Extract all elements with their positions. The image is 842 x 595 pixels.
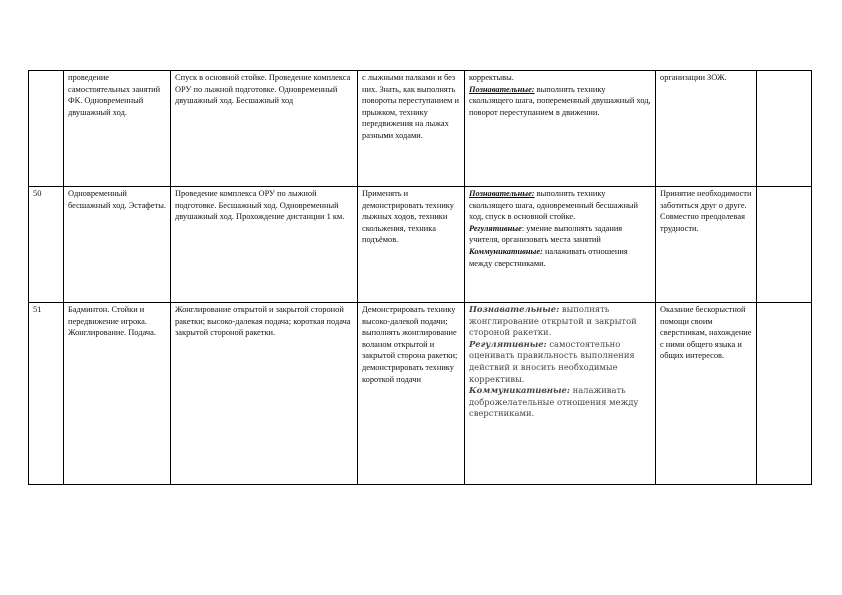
activities-text: с лыжными палками и без них. Знать, как выполнять повороты переступанием и прыжком, технику передвижения на лыжах разными ходами. bbox=[362, 73, 459, 140]
table-row bbox=[29, 71, 812, 187]
lesson-number: 51 bbox=[29, 303, 64, 485]
uud-text: : умение выполнять задания учителя, организовать места занятий bbox=[469, 223, 623, 245]
personal-text: Принятие необходимости заботиться друг о друге. Совместно преодолевая трудности. bbox=[660, 189, 752, 233]
uud-label-cognitive: Познавательные: bbox=[469, 189, 535, 198]
lesson-activities bbox=[358, 71, 465, 187]
lesson-content bbox=[171, 71, 358, 187]
lesson-uud bbox=[465, 303, 656, 485]
lesson-uud bbox=[465, 187, 656, 303]
table-row bbox=[29, 303, 812, 485]
uud-text: выполнять жонглирование открытой и закрытой стороной ракетки. bbox=[469, 304, 637, 338]
uud-label-cognitive: Познавательные: bbox=[469, 84, 535, 94]
uud-text: выполнять технику скользящего шага, одновременный бесшажный ход, спуск в основной стойке. bbox=[469, 189, 639, 222]
lesson-personal-results bbox=[656, 71, 757, 187]
lesson-plan-table bbox=[28, 70, 812, 485]
activities-text: Демонстрировать технику высоко-далекой подачи; выполнять жонглирование воланом открытой и закрытой сторона ракетки; демонстрировать технику короткой подачи bbox=[362, 305, 458, 384]
personal-text: Оказание бескорыстной помощи своим сверстникам, нахождение с ними общего языка и общих интересов. bbox=[660, 305, 752, 361]
lesson-content bbox=[171, 187, 358, 303]
lesson-personal-results bbox=[656, 303, 757, 485]
topic-text: проведение самостоятельных занятий ФК. Одновременный двушажный ход. bbox=[68, 73, 161, 117]
lesson-content bbox=[171, 303, 358, 485]
lesson-extra bbox=[757, 187, 812, 303]
lesson-activities bbox=[358, 187, 465, 303]
content-text: Проведение комплекса ОРУ по лыжной подготовке. Бесшажный ход. Одновременный двушажный ход. Прохождение дистанции 1 км. bbox=[175, 189, 345, 222]
uud-label-regulatory: Регулятивные: bbox=[469, 338, 547, 349]
lesson-extra bbox=[757, 303, 812, 485]
lesson-extra bbox=[757, 71, 812, 187]
lesson-number: 50 bbox=[29, 187, 64, 303]
lesson-number bbox=[29, 71, 64, 187]
personal-text: организации ЗОЖ. bbox=[660, 73, 727, 82]
lesson-personal-results bbox=[656, 187, 757, 303]
activities-text: Применять и демонстрировать технику лыжных ходов, техники скольжения, техника подъёмов. bbox=[362, 189, 454, 245]
lesson-topic bbox=[64, 303, 171, 485]
uud-label-cognitive: Познавательные: bbox=[469, 304, 560, 314]
uud-label-communicative: Коммуникативные: bbox=[469, 246, 543, 256]
uud-text: налаживать доброжелательные отношения между сверстниками. bbox=[469, 385, 639, 419]
lesson-uud bbox=[465, 71, 656, 187]
uud-text: налаживать отношения между сверстниками. bbox=[469, 246, 628, 268]
content-text: Спуск в основной стойке. Проведение комплекса ОРУ по лыжной подготовке. Одновременный двушажный ход. Бесшажный ход bbox=[175, 73, 351, 106]
lesson-topic bbox=[64, 71, 171, 187]
lesson-topic bbox=[64, 187, 171, 303]
table-row bbox=[29, 187, 812, 303]
uud-label-communicative: Коммуникативные: bbox=[469, 385, 570, 396]
uud-label-regulatory: Регулятивные bbox=[469, 223, 522, 233]
topic-text: Одновременный бесшажный ход. Эстафеты. bbox=[68, 189, 166, 210]
uud-text: выполнять технику скользящего шага, попеременный двушажный ход, поворот переступанием в движении. bbox=[469, 84, 651, 117]
uud-text: корректывы. bbox=[469, 73, 514, 82]
topic-text: Бадминтон. Стойки и передвижение игрока. Жонглирование. Подача. bbox=[68, 305, 156, 338]
content-text: Жонглирование открытой и закрытой стороной ракетки; высоко-далекая подача; короткая подача закрытой стороной ракетки. bbox=[175, 305, 351, 338]
lesson-activities bbox=[358, 303, 465, 485]
uud-text: самостоятельно оценивать правильность выполнения действий и вносить необходимые коррективы. bbox=[469, 338, 635, 384]
